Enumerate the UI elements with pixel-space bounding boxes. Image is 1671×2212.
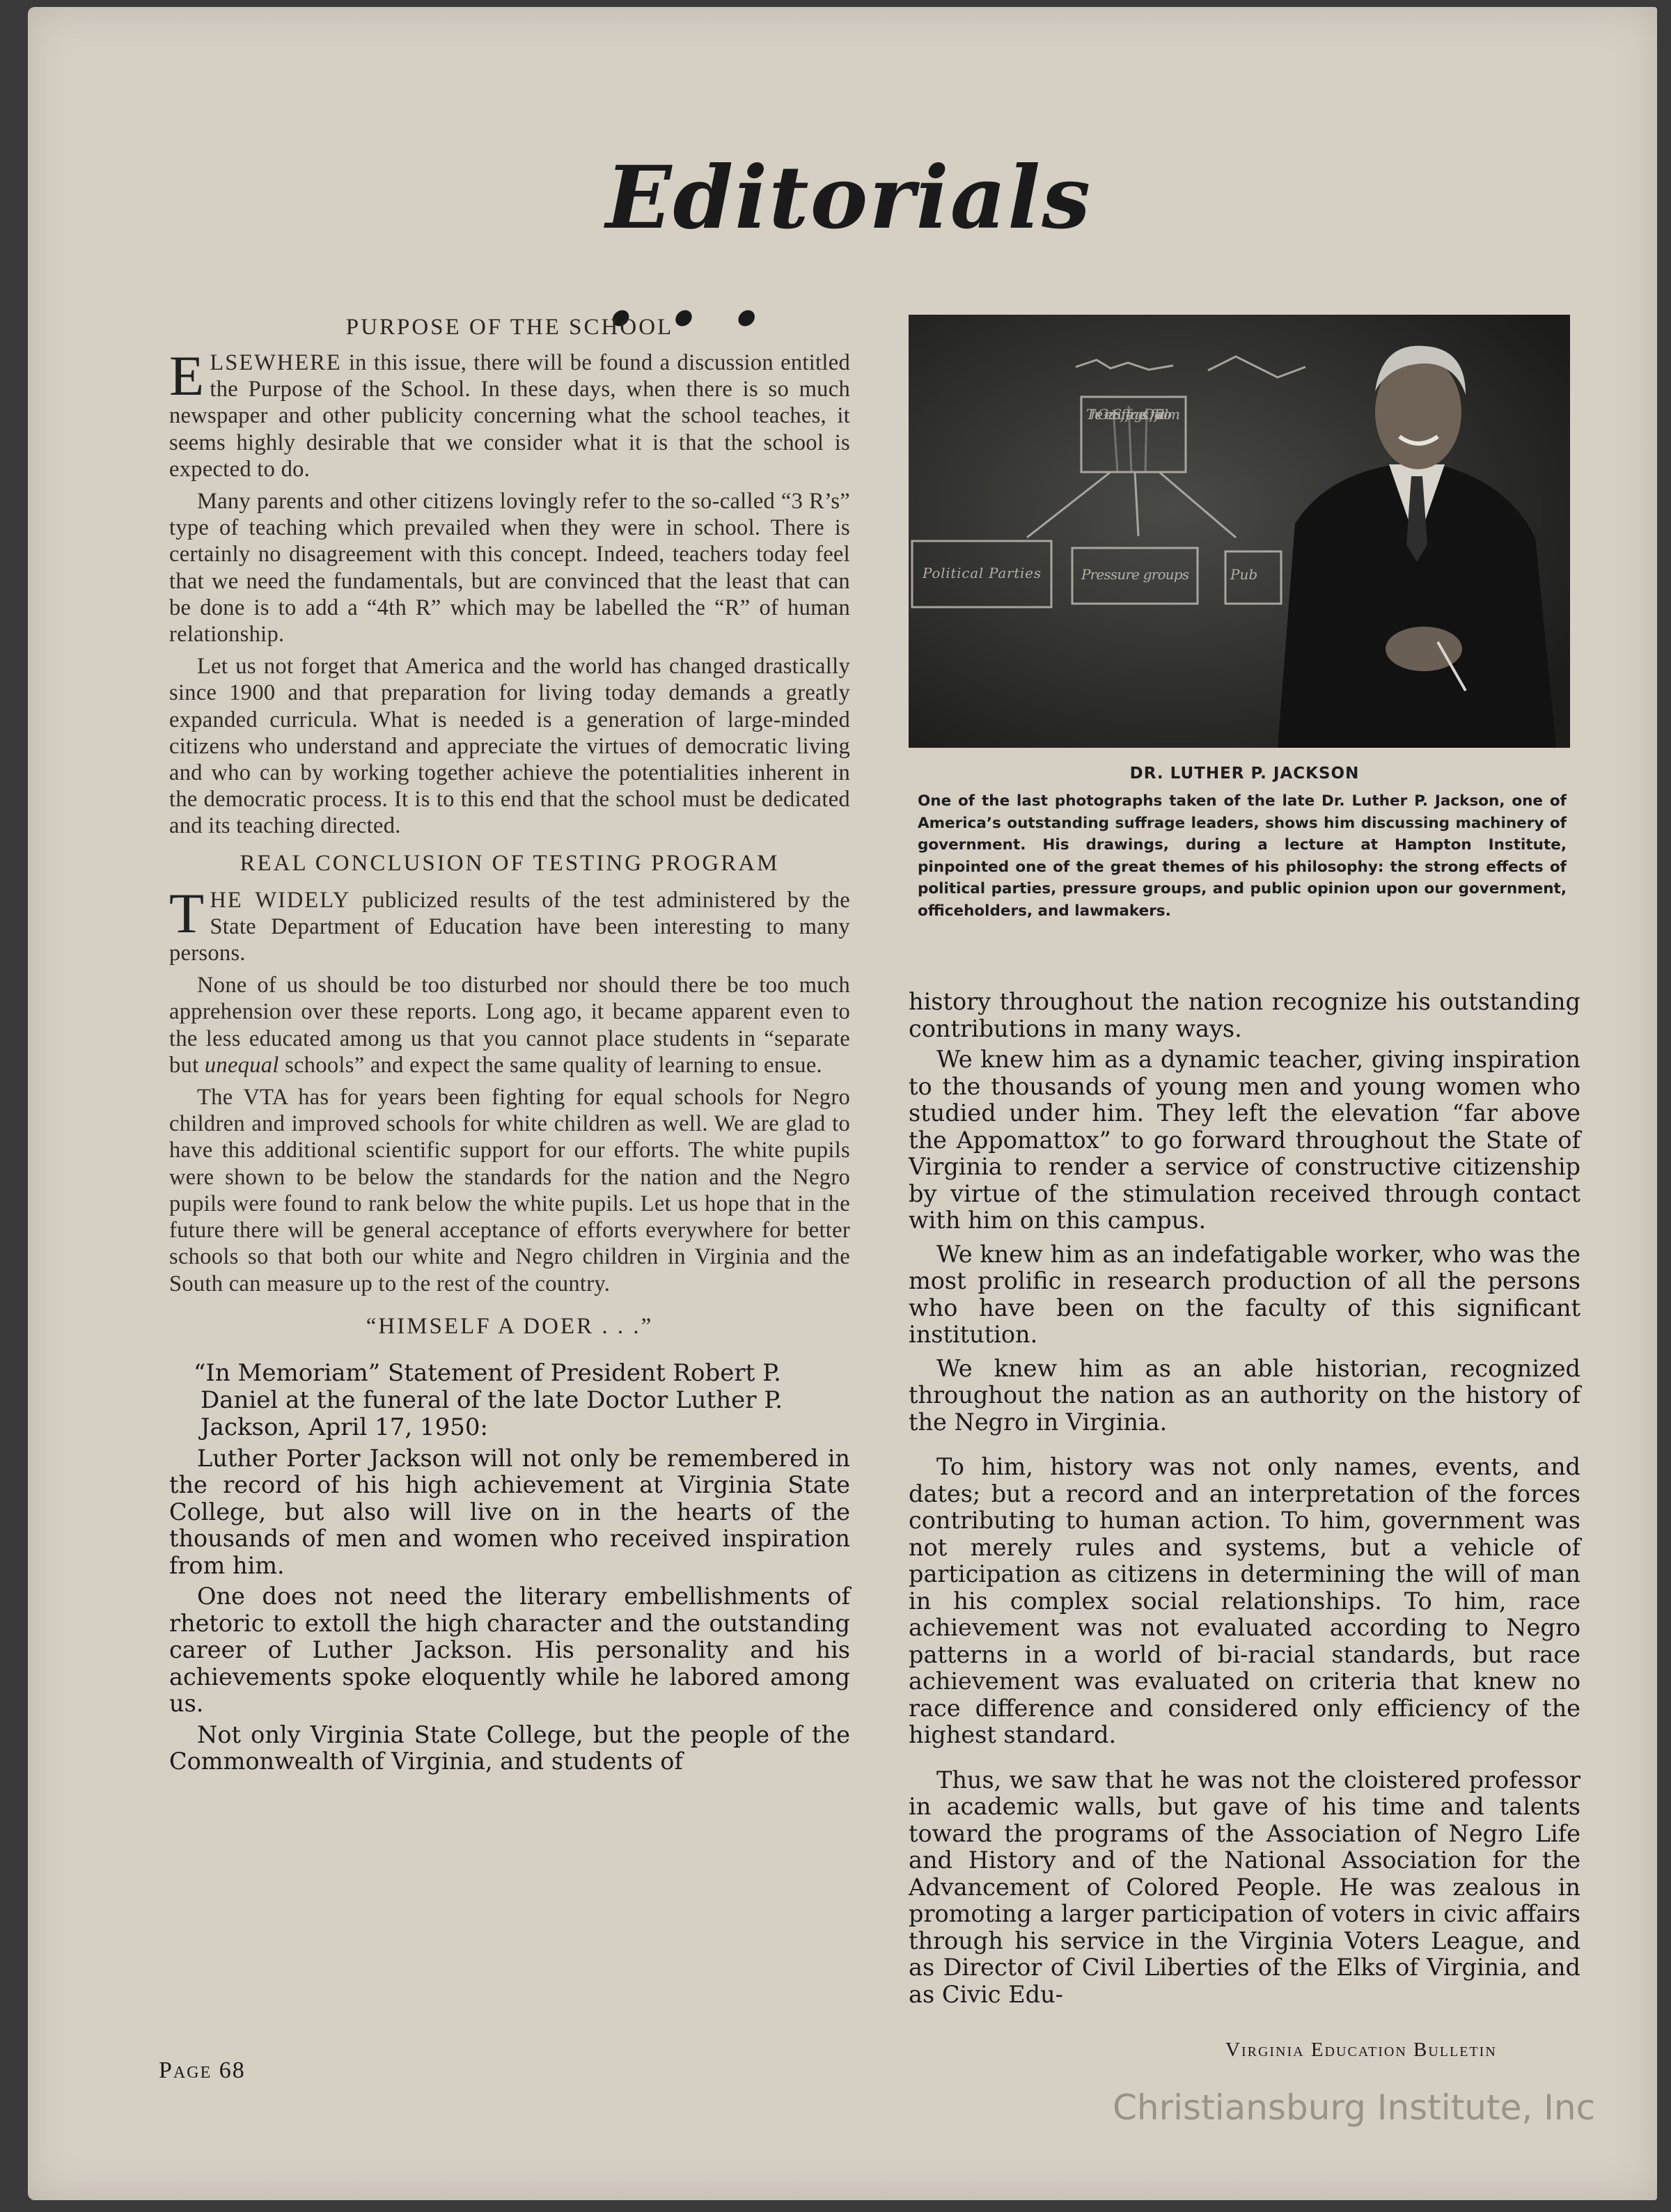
board-text-mid: Pressure groups (1081, 566, 1189, 583)
memoriam-continued-0: history throughout the nation recognize his outstanding contributions in many ways. (909, 988, 1580, 1042)
purpose-paragraph-3: Let us not forget that America and the world has changed drastically since 1900 and that preparation for living today demands a greatly expanded curricula. What is needed is a generation of large-minded citizens who understand and appreciate the virtues of democratic living and who can by working together achieve the potentialities inherent in the democratic process. It is to this end that the school must be dedicated and its teaching directed. (169, 654, 850, 839)
dropcap: T (169, 881, 205, 945)
photo-caption-title: DR. LUTHER P. JACKSON (1129, 764, 1360, 783)
testing-paragraph-1: THE WIDELY publicized results of the test administered by the State Department of Education have been interesting to many persons. (169, 881, 850, 966)
memoriam-intro: “In Memoriam” Statement of President Robert P. Daniel at the funeral of the late Doctor Luther P. Jackson, April 17, 1950: (194, 1358, 783, 1441)
lecture-photo (909, 315, 1570, 748)
left-column (169, 313, 850, 1775)
memoriam-continued-5: Thus, we saw that he was not the cloistered professor in academic walls, but gave of his time and talents toward the programs of the Association of Negro Life and History and of the National Association for the Advancement of Colored People. He was zealous in promoting a larger participation of voters in civic affairs through his service in the Virginia Voters League, and as Director of Civil Liberties of the Elks of Virginia, and as Civic Edu- (909, 1766, 1580, 2008)
memoriam-paragraph-3: Not only Virginia State College, but the people of the Commonwealth of Virginia, and students of (169, 1720, 850, 1775)
page-title: Editorials . . . (606, 148, 1092, 346)
photo-illustration (909, 315, 1570, 748)
section-heading-testing: REAL CONCLUSION OF TESTING PROGRAM (240, 850, 780, 876)
photo-caption: One of the last photographs taken of the late Dr. Luther P. Jackson, one of America’s outstanding suffrage leaders, shows him discussing machinery of government. His drawings, during a lecture at Hampton Institute, pinpointed one of the great themes of his philosophy: the strong effects of political parties, pressure groups, and public opinion upon our government, officeholders, and lawmakers. (918, 792, 1567, 920)
page-number: Page 68 (159, 2057, 246, 2083)
memoriam-paragraph-2: One does not need the literary embellishments of rhetoric to extoll the high character and the outstanding career of Luther Jackson. His personality and his achievements spoke eloquently while he labored among us. (169, 1583, 850, 1718)
dropcap: E (169, 344, 205, 407)
memoriam-continued-1: We knew him as a dynamic teacher, giving inspiration to the thousands of young men and young women who studied under him. They left the elevation “far above the Appomattox” to go forward throughout the State of Virginia to render a service of constructive citizenship by virtue of the stimulation received through contact with him on this campus. (909, 1046, 1580, 1234)
purpose-paragraph-2: Many parents and other citizens lovingly refer to the so-called “3 R’s” type of teaching which prevailed when they were in school. There is certainly no disagreement with this concept. Indeed, teachers today feel that we need the fundamentals, but are convinced that the least that can be done is to add a “4th R” which may be labelled the “R” of human relationship. (169, 489, 850, 648)
memoriam-continued-2: We knew him as an indefatigable worker, who was the most prolific in research production of all the persons who have been on the faculty of this significant institution. (909, 1240, 1580, 1348)
purpose-paragraph-1: ELSEWHERE in this issue, there will be found a discussion entitled the Purpose of the School. In these days, when there is so much newspaper and other publicity concerning what the school teaches, it seems highly desirable that we consider what it is that the school is expected to do. (169, 344, 850, 482)
board-text-left: Political Parties (923, 565, 1041, 581)
memoriam-continued-4: To him, history was not only names, events, and dates; but a record and an interpretation of the forces contributing to human action. To him, government was not merely rules and systems, but a vehicle of participation as citizens in determining the will of man in his complex social relationships. To him, race achievement was not evaluated according to Negro patterns in a world of bi-racial standards, but race achievement was evaluated on criteria that knew no race difference and considered only efficiency of the highest standard. (909, 1453, 1580, 1748)
board-text-right: Pub (1230, 566, 1258, 583)
board-text-center: The Great Sufferages Officialdom (1086, 406, 1180, 423)
section-heading-doer: “HIMSELF A DOER . . .” (366, 1313, 654, 1339)
publication-name: Virginia Education Bulletin (1225, 2039, 1497, 2061)
watermark: Christiansburg Institute, Inc (1113, 2087, 1596, 2128)
testing-paragraph-3: The VTA has for years been fighting for equal schools for Negro children and improved schools for white children as well. We are glad to have this additional scientific support for our efforts. The white pupils were shown to be below the standards for the nation and the Negro pupils were found to rank below the white pupils. Let us hope that in the future there will be general acceptance of efforts everywhere for better schools so that both our white and Negro children in Virginia and the South can measure up to the rest of the country. (169, 1085, 850, 1296)
memoriam-continued-3: We knew him as an able historian, recognized throughout the nation as an authority on the history of the Negro in Virginia. (909, 1354, 1580, 1436)
right-column (909, 989, 1580, 2008)
memoriam-paragraph-1: Luther Porter Jackson will not only be remembered in the record of his high achievement at Virginia State College, but also will live on in the hearts of the thousands of men and women who received inspiration from him. (169, 1444, 850, 1579)
testing-paragraph-2: None of us should be too disturbed nor should there be too much apprehension over these reports. Long ago, it became apparent even to the less educated among us that you cannot place students in “separate but unequal schools” and expect the same quality of learning to ensue. (169, 973, 850, 1078)
section-heading-purpose: PURPOSE OF THE SCHOOL (345, 315, 674, 340)
